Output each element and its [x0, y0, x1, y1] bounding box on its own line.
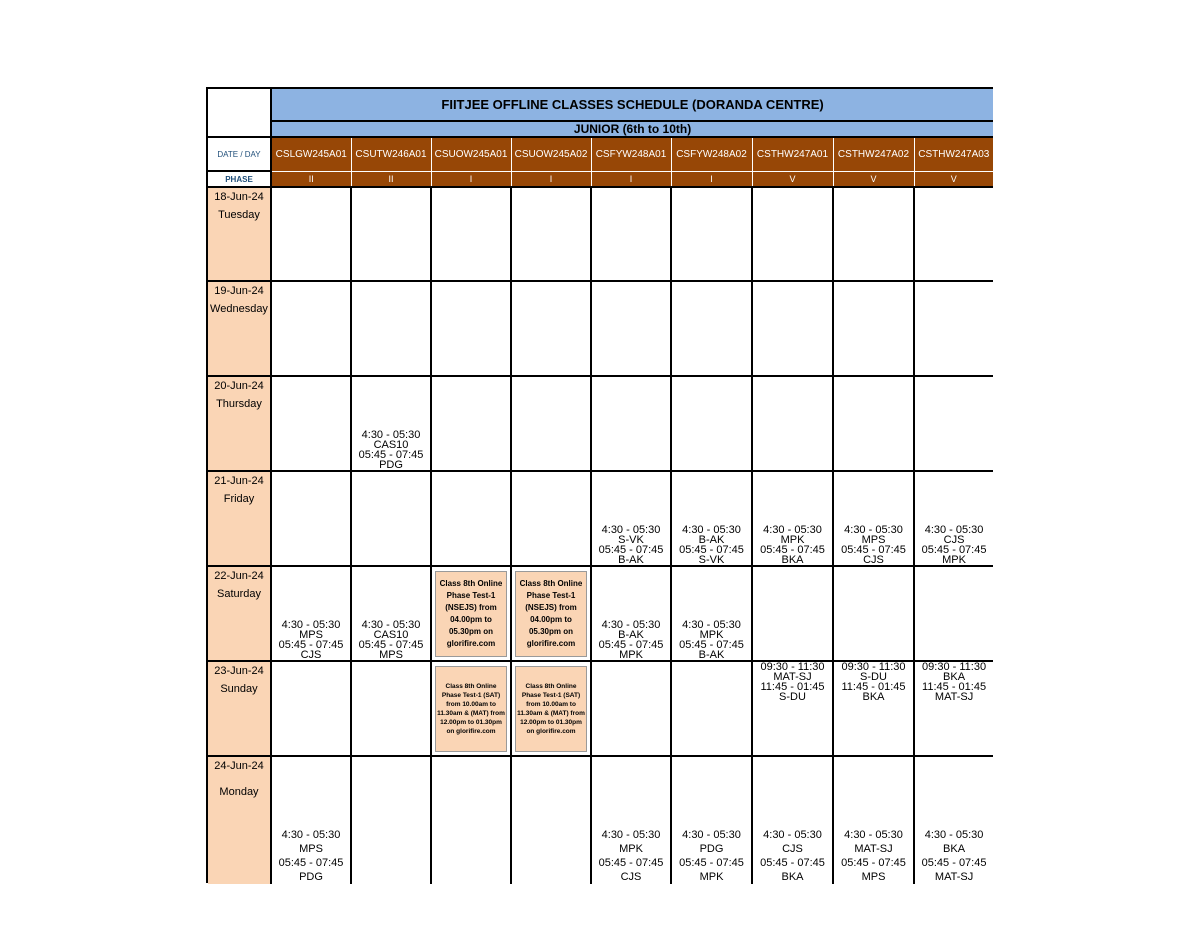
teacher-code: S-VK	[698, 554, 725, 566]
date-day-header: DATE / DAY	[208, 137, 271, 171]
teacher-code: MPS	[861, 871, 886, 883]
class-time: 05:45 - 07:45	[921, 544, 987, 556]
schedule-cell	[752, 756, 833, 884]
class-time: 4:30 - 05:30	[601, 524, 661, 536]
teacher-code: CJS	[620, 871, 642, 883]
class-time: 05:45 - 07:45	[278, 639, 344, 651]
day-label: Saturday	[216, 588, 262, 600]
class-time: 05:45 - 07:45	[921, 857, 987, 869]
class-time: 09:30 - 11:30	[841, 661, 906, 673]
schedule-cell	[591, 187, 671, 281]
day-row	[208, 661, 993, 756]
teacher-code: CJS	[863, 554, 884, 566]
batch-header: CSUTW246A01	[351, 137, 431, 171]
teacher-code: CAS10	[373, 439, 409, 451]
phase-value: V	[914, 171, 993, 187]
date-label: 21-Jun-24	[214, 475, 264, 487]
date-label: 23-Jun-24	[214, 665, 264, 677]
schedule-cell	[752, 187, 833, 281]
schedule-cell	[914, 187, 993, 281]
schedule-cell	[271, 281, 351, 376]
schedule-cell	[833, 281, 914, 376]
teacher-code: MPK	[699, 871, 724, 883]
schedule-cell	[351, 187, 431, 281]
teacher-code: MPS	[299, 629, 323, 641]
schedule-cell	[591, 471, 671, 566]
batch-header: CSUOW245A02	[511, 137, 591, 171]
class-time: 11:45 - 01:45	[760, 681, 825, 693]
class-time: 4:30 - 05:30	[281, 619, 341, 631]
schedule-cell	[833, 661, 914, 756]
class-time: 05:45 - 07:45	[358, 449, 424, 461]
teacher-code: MPK	[942, 554, 966, 566]
class-time: 05:45 - 07:45	[679, 857, 744, 869]
test-notice	[435, 666, 507, 752]
date-label: 19-Jun-24	[214, 285, 264, 297]
teacher-code: MPK	[619, 843, 643, 855]
date-cell	[208, 281, 271, 376]
class-time: 4:30 - 05:30	[682, 829, 741, 841]
schedule-cell	[351, 471, 431, 566]
teacher-code: S-DU	[779, 691, 806, 703]
test-notice	[515, 666, 587, 752]
day-row	[208, 187, 993, 281]
schedule-cell	[271, 471, 351, 566]
day-row	[208, 471, 993, 566]
schedule-cell	[591, 661, 671, 756]
test-notice-text: Class 8th Online Phase Test-1 (NSEJS) from 04.00pm to 05.30pm on glorifire.com	[519, 578, 583, 648]
day-label: Friday	[223, 493, 255, 505]
schedule-cell	[431, 187, 511, 281]
date-cell	[208, 471, 271, 566]
schedule-cell	[591, 376, 671, 471]
schedule-cell	[752, 281, 833, 376]
day-label: Wednesday	[210, 303, 268, 315]
test-notice-text: Class 8th Online Phase Test-1 (SAT) from 10.00am to 11.30am & (MAT) from 12.00pm to 01.30pm on glorifire.com	[437, 682, 505, 735]
class-time: 4:30 - 05:30	[763, 524, 822, 536]
schedule-cell	[351, 376, 431, 471]
batch-header: CSUOW245A01	[431, 137, 511, 171]
class-time: 11:45 - 01:45	[922, 681, 987, 693]
schedule-title: FIITJEE OFFLINE CLASSES SCHEDULE (DORANDA CENTRE)	[271, 89, 993, 121]
schedule-cell	[914, 661, 993, 756]
teacher-code: BKA	[943, 671, 966, 683]
phase-value: II	[271, 171, 351, 187]
teacher-code: B-AK	[618, 554, 644, 566]
class-time: 11:45 - 01:45	[841, 681, 906, 693]
teacher-code: MAT-SJ	[934, 691, 974, 703]
day-row	[208, 281, 993, 376]
teacher-code: B-AK	[698, 649, 725, 661]
teacher-code: MPS	[299, 843, 323, 855]
schedule-cell	[833, 376, 914, 471]
schedule-cell	[752, 471, 833, 566]
teacher-code: S-VK	[618, 534, 644, 546]
class-time: 4:30 - 05:30	[763, 829, 822, 841]
teacher-code: CJS	[782, 843, 803, 855]
class-time: 05:45 - 07:45	[841, 857, 906, 869]
phase-value: I	[591, 171, 671, 187]
schedule-cell	[914, 756, 993, 884]
schedule-cell	[671, 187, 752, 281]
schedule-cell	[914, 376, 993, 471]
teacher-code: MAT-SJ	[934, 871, 974, 883]
batch-header: CSTHW247A01	[752, 137, 833, 171]
class-time: 4:30 - 05:30	[361, 429, 421, 441]
test-notice-text: Class 8th Online Phase Test-1 (SAT) from 10.00am to 11.30am & (MAT) from 12.00pm to 01.30pm on glorifire.com	[517, 682, 585, 735]
schedule-cell	[671, 566, 752, 661]
schedule-table	[208, 89, 993, 884]
schedule-cell	[351, 756, 431, 884]
schedule-cell	[511, 566, 591, 661]
date-cell	[208, 566, 271, 661]
schedule-cell	[271, 661, 351, 756]
teacher-code: BKA	[943, 843, 966, 855]
batch-header: CSTHW247A03	[914, 137, 993, 171]
schedule-cell	[752, 566, 833, 661]
schedule-cell	[511, 661, 591, 756]
class-time: 05:45 - 07:45	[598, 639, 664, 651]
schedule-cell	[351, 281, 431, 376]
batch-header: CSLGW245A01	[271, 137, 351, 171]
teacher-code: PDG	[299, 871, 323, 883]
date-cell	[208, 187, 271, 281]
batch-header: CSFYW248A01	[591, 137, 671, 171]
day-label: Thursday	[216, 398, 262, 410]
teacher-code: CJS	[300, 649, 322, 661]
schedule-cell	[511, 471, 591, 566]
schedule-cell	[591, 566, 671, 661]
class-time: 4:30 - 05:30	[601, 619, 661, 631]
schedule-cell	[671, 661, 752, 756]
schedule-cell	[671, 376, 752, 471]
schedule-cell	[271, 376, 351, 471]
schedule-subtitle: JUNIOR (6th to 10th)	[271, 121, 993, 137]
schedule-cell	[591, 281, 671, 376]
class-time: 4:30 - 05:30	[844, 829, 903, 841]
phase-value: I	[671, 171, 752, 187]
teacher-code: MPK	[699, 629, 724, 641]
teacher-code: MPS	[379, 649, 403, 661]
day-row	[208, 376, 993, 471]
schedule-cell	[671, 281, 752, 376]
schedule-cell	[431, 661, 511, 756]
schedule-cell	[431, 756, 511, 884]
class-time: 05:45 - 07:45	[760, 544, 825, 556]
schedule-cell	[752, 661, 833, 756]
class-time: 05:45 - 07:45	[841, 544, 906, 556]
class-time: 05:45 - 07:45	[598, 857, 664, 869]
corner-cell	[208, 89, 271, 137]
test-notice	[515, 571, 587, 657]
teacher-code: BKA	[781, 554, 804, 566]
phase-value: V	[833, 171, 914, 187]
schedule-cell	[431, 376, 511, 471]
day-label: Sunday	[220, 683, 258, 695]
schedule-cell	[431, 566, 511, 661]
teacher-code: MAT-SJ	[854, 843, 893, 855]
schedule-sheet	[206, 87, 993, 883]
class-time: 4:30 - 05:30	[924, 829, 984, 841]
schedule-cell	[833, 756, 914, 884]
date-label: 18-Jun-24	[214, 191, 264, 203]
date-label: 24-Jun-24	[214, 760, 264, 772]
teacher-code: MPK	[780, 534, 805, 546]
batch-header: CSTHW247A02	[833, 137, 914, 171]
teacher-code: PDG	[379, 459, 403, 471]
class-time: 4:30 - 05:30	[682, 524, 741, 536]
schedule-cell	[511, 376, 591, 471]
class-time: 4:30 - 05:30	[601, 829, 661, 841]
class-time: 05:45 - 07:45	[679, 639, 744, 651]
class-time: 05:45 - 07:45	[760, 857, 825, 869]
teacher-code: BKA	[781, 871, 804, 883]
teacher-code: B-AK	[698, 534, 725, 546]
schedule-cell	[914, 281, 993, 376]
test-notice-text: Class 8th Online Phase Test-1 (NSEJS) from 04.00pm to 05.30pm on glorifire.com	[439, 578, 503, 648]
class-time: 09:30 - 11:30	[760, 661, 825, 673]
schedule-cell	[431, 471, 511, 566]
class-time: 05:45 - 07:45	[598, 544, 664, 556]
teacher-code: B-AK	[618, 629, 644, 641]
phase-value: I	[431, 171, 511, 187]
teacher-code: BKA	[862, 691, 885, 703]
date-cell	[208, 661, 271, 756]
class-time: 09:30 - 11:30	[922, 661, 987, 673]
batch-header: CSFYW248A02	[671, 137, 752, 171]
schedule-cell	[833, 471, 914, 566]
schedule-cell	[671, 756, 752, 884]
day-row	[208, 566, 993, 661]
day-label: Tuesday	[218, 209, 260, 221]
schedule-cell	[271, 187, 351, 281]
date-cell	[208, 376, 271, 471]
date-label: 22-Jun-24	[214, 570, 264, 582]
test-notice	[435, 571, 507, 657]
day-row	[208, 756, 993, 884]
teacher-code: MPS	[861, 534, 886, 546]
teacher-code: MAT-SJ	[773, 671, 812, 683]
phase-value: I	[511, 171, 591, 187]
schedule-cell	[752, 376, 833, 471]
class-time: 4:30 - 05:30	[844, 524, 903, 536]
teacher-code: CAS10	[373, 629, 409, 641]
schedule-cell	[271, 756, 351, 884]
class-time: 4:30 - 05:30	[361, 619, 421, 631]
schedule-cell	[351, 661, 431, 756]
teacher-code: MPK	[619, 649, 643, 661]
schedule-cell	[271, 566, 351, 661]
schedule-cell	[671, 471, 752, 566]
class-time: 4:30 - 05:30	[924, 524, 984, 536]
teacher-code: PDG	[699, 843, 724, 855]
class-time: 4:30 - 05:30	[682, 619, 741, 631]
class-time: 05:45 - 07:45	[679, 544, 744, 556]
phase-value: II	[351, 171, 431, 187]
phase-header: PHASE	[208, 171, 271, 187]
day-label: Monday	[219, 786, 259, 798]
schedule-cell	[914, 471, 993, 566]
date-cell	[208, 756, 271, 884]
schedule-cell	[511, 281, 591, 376]
schedule-cell	[914, 566, 993, 661]
class-time: 05:45 - 07:45	[358, 639, 424, 651]
schedule-cell	[431, 281, 511, 376]
phase-value: V	[752, 171, 833, 187]
schedule-cell	[511, 756, 591, 884]
schedule-cell	[833, 187, 914, 281]
schedule-cell	[591, 756, 671, 884]
schedule-cell	[833, 566, 914, 661]
class-time: 05:45 - 07:45	[278, 857, 344, 869]
teacher-code: S-DU	[860, 671, 887, 683]
schedule-cell	[351, 566, 431, 661]
schedule-cell	[511, 187, 591, 281]
date-label: 20-Jun-24	[214, 380, 264, 392]
teacher-code: CJS	[943, 534, 965, 546]
class-time: 4:30 - 05:30	[281, 829, 341, 841]
